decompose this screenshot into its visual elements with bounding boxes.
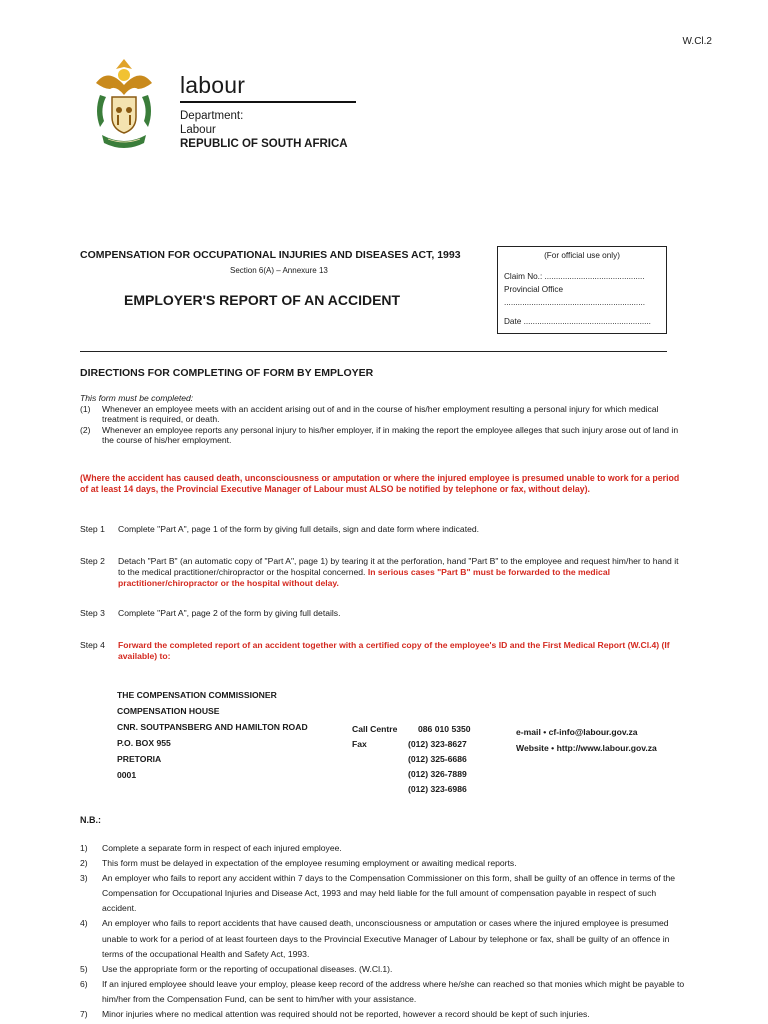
nb-item: 4) An employer who fails to report accidents that have caused death, unconsciousness or amputation or cases where the injured employee is presumed unable to work for a period of at least fourteen days to the Provincial Executive Manager of Labour by telephone or fax, shall be guilty of an offence in terms of the occupational Health and Safety Act, 1993.: [80, 918, 670, 959]
step-1: Step 1 Complete "Part A", page 1 of the form by giving full details, sign and date form where indicated.: [80, 524, 480, 534]
dept-line-3: REPUBLIC OF SOUTH AFRICA: [180, 138, 348, 150]
step-3: Step 3 Complete "Part A", page 2 of the form by giving full details.: [80, 608, 341, 618]
fax-number[interactable]: (012) 323-8627: [408, 739, 467, 749]
official-use-box: [497, 246, 667, 334]
official-use-header: (For official use only): [544, 251, 620, 260]
fax-number[interactable]: (012) 326-7889: [408, 769, 467, 779]
directions-body: [80, 393, 688, 446]
act-title: COMPENSATION FOR OCCUPATIONAL INJURIES AND DISEASES ACT, 1993: [80, 249, 461, 261]
brand-divider: [180, 101, 356, 103]
direction-item: (2) Whenever an employee reports any personal injury to his/her employer, if in making the report the employee alleges that such injury arose out of land in the course of his/her employment.: [80, 424, 679, 445]
nb-item: 6) If an injured employee should leave your employ, please keep record of the address where he/she can reached so that monies which might be payable to him/her from the Compensation Fund, can be sent to him/her with your assistance.: [80, 978, 685, 1004]
nb-item: 2) This form must be delayed in expectation of the employee resuming employment or awaiting medical reports.: [80, 858, 517, 869]
email-link[interactable]: e-mail • cf-info@labour.gov.za: [516, 727, 638, 737]
contact-numbers: Call Centre 086 010 5350 Fax (012) 323-8627 (012) 325-6686 (012) 326-7889 (012) 323-6986: [352, 722, 471, 797]
directions-title: DIRECTIONS FOR COMPLETING OF FORM BY EMPLOYER: [80, 367, 374, 379]
department-block: [180, 109, 348, 151]
website-link[interactable]: Website • http://www.labour.gov.za: [516, 743, 657, 753]
nb-item: 5) Use the appropriate form or the reporting of occupational diseases. (W.Cl.1).: [80, 963, 393, 974]
step-2-warning: In serious cases "Part B" must be forwarded to the medical practitioner/chiropractor or the hospital without delay.: [118, 567, 611, 588]
dept-line-2: Labour: [180, 124, 216, 136]
nb-item: 1) Complete a separate form in respect of each injured employee.: [80, 843, 342, 853]
nb-list: [80, 841, 692, 1022]
report-title: EMPLOYER'S REPORT OF AN ACCIDENT: [124, 292, 401, 308]
notification-warning: (Where the accident has caused death, unconsciousness or amputation or where the injured employee is presumed unable to work for a period of at least 14 days, the Provincial Executive Manager of Labour must ALSO be notified by telephone or fax, without delay).: [80, 473, 680, 494]
claim-no-field[interactable]: Claim No.: ............................................: [504, 272, 645, 281]
dept-line-1: Department:: [180, 110, 244, 122]
step-4: Step 4 Forward the completed report of an accident together with a certified copy of the employee's ID and the First Medical Report (W.Cl.4) (If available) to:: [80, 640, 670, 661]
nb-item: 3) An employer who fails to report any accident within 7 days to the Compensation Commissioner on this form, shall be guilty of an offence in terms of the Compensation for Occupational Injuries and Disease Act, 1993 and may held liable for the full amount of compensation payable in respect of such accident.: [80, 873, 676, 914]
coat-of-arms-icon: [88, 55, 160, 155]
nb-title: N.B.:: [80, 815, 101, 825]
fax-number[interactable]: (012) 325-6686: [408, 754, 467, 764]
provincial-office-field[interactable]: ..............................................................: [504, 298, 646, 307]
brand-name: labour: [180, 72, 246, 98]
commissioner-address: THE COMPENSATION COMMISSIONER COMPENSATION HOUSE CNR. SOUTPANSBERG AND HAMILTON ROAD P.O. BOX 955 PRETORIA 0001: [117, 690, 308, 780]
provincial-office-label: Provincial Office: [504, 285, 564, 294]
nb-item: 7) Minor injuries where no medical attention was required should not be reported, however a record should be kept of such injuries.: [80, 1009, 590, 1020]
directions-intro: This form must be completed:: [80, 393, 194, 403]
form-code: W.Cl.2: [682, 36, 712, 47]
direction-item: (1) Whenever an employee meets with an accident arising out of and in the course of his/her employment resulting a personal injury for which medical treatment is required, or death.: [80, 403, 659, 424]
date-field[interactable]: Date ........................................................: [504, 317, 651, 326]
section-reference: Section 6(A) – Annexure 13: [230, 266, 328, 275]
call-centre-number[interactable]: 086 010 5350: [418, 724, 471, 734]
fax-number[interactable]: (012) 323-6986: [408, 784, 467, 794]
step-2: Step 2 Detach "Part B" (an automatic copy of "Part A", page 1) by tearing it at the perforation, hand "Part B" to the employee and request him/her to hand it to the medical practitioner/chiropractor or the hospital concerned. In serious cases "Part B" must be forwarded to the medical practitioner/chiropractor or the hospital without delay.: [80, 556, 679, 588]
online-contact: [516, 724, 657, 756]
section-divider: [80, 351, 667, 352]
